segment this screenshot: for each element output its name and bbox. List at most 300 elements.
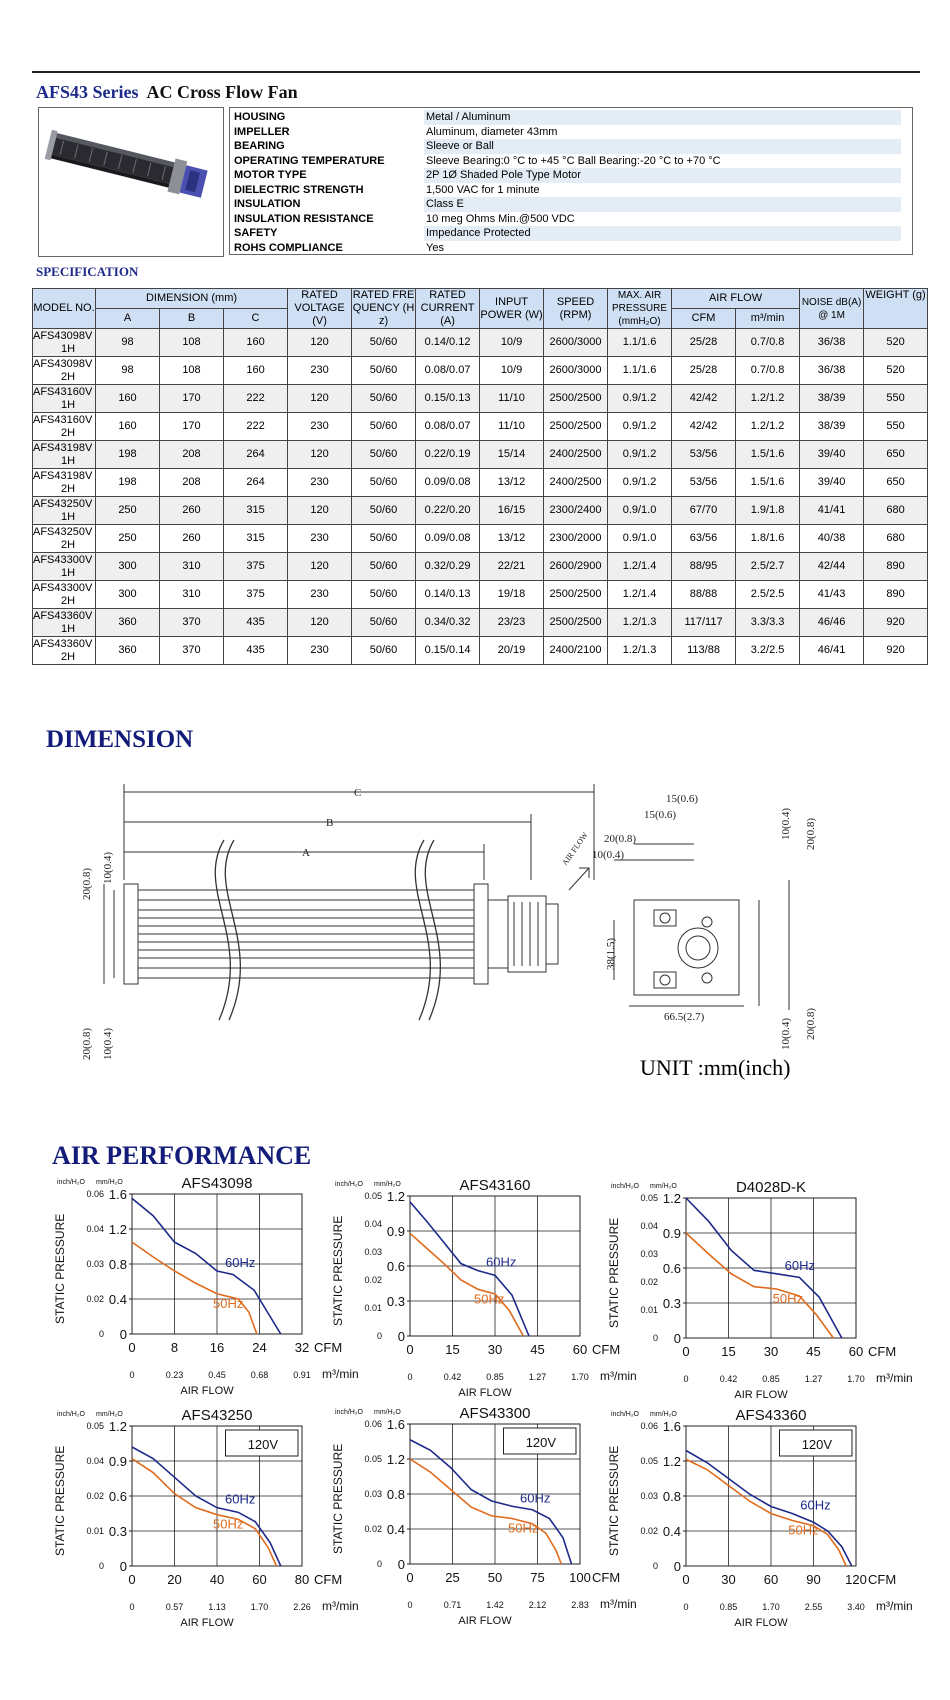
spec-cell: 1.2/1.4 (608, 553, 672, 581)
y2-tick-label: 0.04 (364, 1219, 382, 1229)
chart-svg (606, 1176, 913, 1406)
spec-cell: 108 (160, 357, 224, 385)
y-tick-label: 0 (397, 1329, 405, 1344)
spec-cell: 1.1/1.6 (608, 357, 672, 385)
chart-title: AFS43360 (735, 1407, 807, 1424)
series-label: 50Hz (213, 1516, 244, 1532)
spec-cell: 550 (864, 413, 928, 441)
spec-cell: 11/10 (480, 413, 544, 441)
x-tick-label: 0 (128, 1572, 136, 1587)
x-axis-label: AIR FLOW (458, 1615, 512, 1627)
y2-tick-label: 0.03 (364, 1489, 382, 1499)
x2-tick-label: 0.57 (165, 1602, 184, 1612)
spec-cell: 2.5/2.5 (736, 581, 800, 609)
x2-unit-label: m³/min (600, 1369, 637, 1383)
x2-unit-label: m³/min (600, 1597, 637, 1611)
y-tick-label: 1.2 (662, 1454, 681, 1469)
x-tick-label: 30 (721, 1572, 736, 1587)
spec-cell: 310 (160, 581, 224, 609)
y-tick-label: 0.3 (108, 1524, 127, 1539)
y-axis-label: STATIC PRESSURE (53, 1213, 67, 1324)
y-tick-label: 0 (397, 1557, 405, 1572)
spec-row (33, 469, 928, 497)
feature-key: HOUSING (232, 110, 424, 125)
chart-unit-left: inch/H₂O (611, 1183, 640, 1190)
th-speed-label: SPEED (RPM) (556, 295, 595, 321)
x-unit-label: CFM (868, 1344, 897, 1359)
top-divider (32, 71, 920, 73)
spec-cell: 550 (864, 385, 928, 413)
feature-key: OPERATING TEMPERATURE (234, 154, 385, 167)
x-tick-label: 0 (128, 1340, 136, 1355)
spec-cell: 375 (224, 553, 288, 581)
spec-row (33, 637, 928, 665)
dim-s2: 15(0.6) (644, 809, 677, 821)
spec-cell: 0.22/0.19 (416, 441, 480, 469)
spec-cell: 20/19 (480, 637, 544, 665)
spec-cell: 310 (160, 553, 224, 581)
y2-tick-label: 0 (376, 1559, 382, 1569)
y-axis-label: STATIC PRESSURE (607, 1217, 621, 1328)
performance-chart (606, 1176, 913, 1406)
spec-cell: 222 (224, 413, 288, 441)
y2-tick-label: 0.02 (640, 1277, 658, 1287)
th-model-label: MODEL NO. (33, 302, 95, 314)
feature-row (232, 110, 912, 125)
th-voltage-label: RATED VOLTAGE (V) (294, 289, 345, 327)
spec-cell: 0.9/1.0 (608, 525, 672, 553)
chart-unit-right: mm/H₂O (374, 1409, 401, 1416)
dim-s9: 20(0.8) (805, 1007, 817, 1040)
th-cfm: CFM (672, 309, 736, 329)
spec-cell: 63/56 (672, 525, 736, 553)
spec-cell: 41/41 (800, 497, 864, 525)
feature-value: Yes (426, 241, 444, 254)
spec-cell: 2400/2500 (544, 469, 608, 497)
spec-row (33, 357, 928, 385)
y-axis-label: STATIC PRESSURE (331, 1443, 345, 1554)
spec-cell: 1.8/1.6 (736, 525, 800, 553)
spec-model-cell: AFS43198V 1H (33, 441, 96, 469)
y2-tick-label: 0.03 (640, 1491, 658, 1501)
feature-row (232, 212, 912, 227)
feature-value: Class E (424, 197, 901, 212)
spec-cell: 50/60 (352, 385, 416, 413)
feature-value: Metal / Aluminum (424, 110, 901, 125)
spec-cell: 520 (864, 357, 928, 385)
spec-cell: 650 (864, 441, 928, 469)
spec-cell: 39/40 (800, 441, 864, 469)
spec-model-cell: AFS43250V 1H (33, 497, 96, 525)
x2-unit-label: m³/min (322, 1599, 359, 1613)
x-axis-label: AIR FLOW (180, 1617, 234, 1629)
x-tick-label: 45 (806, 1344, 821, 1359)
voltage-label: 120V (525, 1435, 557, 1450)
spec-cell: 1.5/1.6 (736, 441, 800, 469)
performance-chart (52, 1404, 359, 1634)
y2-tick-label: 0.05 (86, 1421, 104, 1431)
x2-tick-label: 0.42 (719, 1374, 738, 1384)
spec-cell: 46/41 (800, 637, 864, 665)
x-tick-label: 25 (445, 1570, 460, 1585)
x-tick-label: 0 (682, 1344, 690, 1359)
th-current (416, 289, 480, 329)
spec-model-cell: AFS43160V 1H (33, 385, 96, 413)
x-tick-label: 80 (294, 1572, 310, 1587)
spec-cell: 230 (288, 469, 352, 497)
y2-tick-label: 0.02 (86, 1294, 104, 1304)
chart-title: AFS43098 (181, 1175, 253, 1192)
th-model (33, 289, 96, 329)
spec-cell: 15/14 (480, 441, 544, 469)
spec-cell: 50/60 (352, 581, 416, 609)
feature-row (232, 241, 912, 256)
spec-cell: 120 (288, 497, 352, 525)
x2-tick-label: 0.85 (719, 1602, 738, 1612)
x2-tick-label: 2.55 (804, 1602, 823, 1612)
th-weight (864, 289, 928, 329)
series-label: 50Hz (508, 1520, 539, 1536)
spec-cell: 1.2/1.4 (608, 581, 672, 609)
spec-cell: 120 (288, 553, 352, 581)
chart-unit-right: mm/H₂O (96, 1179, 123, 1186)
series-line-50Hz (410, 1233, 523, 1336)
th-c: C (224, 309, 288, 329)
spec-cell: 920 (864, 609, 928, 637)
th-power (480, 289, 544, 329)
spec-cell: 2500/2500 (544, 609, 608, 637)
spec-cell: 50/60 (352, 637, 416, 665)
spec-cell: 890 (864, 581, 928, 609)
spec-cell: 0.14/0.13 (416, 581, 480, 609)
spec-cell: 50/60 (352, 525, 416, 553)
spec-cell: 42/42 (672, 413, 736, 441)
feature-row (232, 125, 912, 140)
spec-cell: 160 (96, 385, 160, 413)
y-tick-label: 0 (119, 1327, 127, 1342)
spec-cell: 19/18 (480, 581, 544, 609)
feature-value: Impedance Protected (424, 226, 901, 241)
spec-cell: 0.7/0.8 (736, 329, 800, 357)
feature-value: Sleeve Bearing:0 °C to +45 °C Ball Bearing:-20 °C to +70 °C (426, 154, 721, 167)
y2-tick-label: 0.06 (86, 1189, 104, 1199)
series-title (36, 82, 298, 103)
dim-airflow: AIR FLOW (560, 830, 590, 868)
dim-s4: 10(0.4) (592, 849, 625, 861)
th-a: A (96, 309, 160, 329)
dim-c: C (354, 787, 362, 799)
x2-tick-label: 1.27 (804, 1374, 823, 1384)
series-line-50Hz (686, 1233, 833, 1338)
spec-model-cell: AFS43098V 1H (33, 329, 96, 357)
y2-tick-label: 0.05 (364, 1454, 382, 1464)
x2-tick-label: 1.42 (486, 1600, 504, 1610)
spec-cell: 2400/2500 (544, 441, 608, 469)
x2-tick-label: 2.12 (528, 1600, 547, 1610)
y-tick-label: 0.9 (662, 1226, 681, 1241)
spec-cell: 300 (96, 553, 160, 581)
spec-cell: 50/60 (352, 441, 416, 469)
dim-s8: 20(0.8) (805, 817, 817, 850)
spec-cell: 360 (96, 637, 160, 665)
th-m3: m³/min (736, 309, 800, 329)
fan-image (39, 108, 223, 256)
spec-row (33, 441, 928, 469)
spec-cell: 0.9/1.2 (608, 413, 672, 441)
spec-cell: 13/12 (480, 525, 544, 553)
spec-row (33, 581, 928, 609)
spec-cell: 36/38 (800, 329, 864, 357)
y2-tick-label: 0 (652, 1333, 658, 1343)
x-unit-label: CFM (868, 1572, 897, 1587)
performance-chart (330, 1402, 637, 1632)
th-pressure-label: MAX. AIR PRESSURE (mmH₂O) (612, 290, 668, 327)
series-label: 60Hz (520, 1490, 551, 1506)
dim-s3: 20(0.8) (604, 833, 637, 845)
spec-cell: 230 (288, 525, 352, 553)
spec-row (33, 329, 928, 357)
spec-cell: 13/12 (480, 469, 544, 497)
x2-tick-label: 2.26 (293, 1602, 311, 1612)
spec-cell: 264 (224, 469, 288, 497)
x2-tick-label: 1.27 (528, 1372, 547, 1382)
spec-cell: 360 (96, 609, 160, 637)
feature-value: 2P 1Ø Shaded Pole Type Motor (424, 168, 901, 183)
y2-tick-label: 0.02 (364, 1524, 382, 1534)
series-line-60Hz (132, 1447, 281, 1566)
x-tick-label: 40 (209, 1572, 225, 1587)
y2-tick-label: 0.01 (640, 1305, 658, 1315)
x-unit-label: CFM (592, 1570, 621, 1585)
spec-cell: 120 (288, 441, 352, 469)
chart-title: D4028D-K (735, 1179, 807, 1196)
spec-cell: 222 (224, 385, 288, 413)
spec-cell: 42/44 (800, 553, 864, 581)
spec-cell: 520 (864, 329, 928, 357)
y-tick-label: 0.8 (662, 1489, 681, 1504)
x2-tick-label: 0.68 (250, 1370, 269, 1380)
y2-tick-label: 0.02 (86, 1491, 104, 1501)
feature-key: INSULATION RESISTANCE (234, 212, 374, 225)
feature-key: MOTOR TYPE (232, 168, 424, 183)
dim-left-1: 20(0.8) (81, 867, 93, 900)
y-tick-label: 1.2 (108, 1419, 127, 1434)
spec-cell: 300 (96, 581, 160, 609)
spec-cell: 160 (224, 329, 288, 357)
feature-key: IMPELLER (234, 125, 290, 138)
x-tick-label: 60 (572, 1342, 588, 1357)
y-tick-label: 1.2 (386, 1452, 405, 1467)
feature-key: ROHS COMPLIANCE (234, 241, 343, 254)
y-tick-label: 0.4 (662, 1524, 681, 1539)
chart-unit-left: inch/H₂O (611, 1411, 640, 1418)
spec-cell: 50/60 (352, 497, 416, 525)
spec-cell: 10/9 (480, 329, 544, 357)
spec-model-cell: AFS43360V 1H (33, 609, 96, 637)
th-frequency-label: RATED FREQUENCY (Hz) (352, 289, 415, 327)
x2-tick-label: 0 (683, 1602, 689, 1612)
spec-cell: 0.7/0.8 (736, 357, 800, 385)
spec-model-cell: AFS43360V 2H (33, 637, 96, 665)
spec-cell: 25/28 (672, 329, 736, 357)
dim-a: A (302, 847, 310, 859)
x-tick-label: 0 (406, 1342, 414, 1357)
y2-tick-label: 0 (98, 1329, 104, 1339)
spec-cell: 170 (160, 413, 224, 441)
feature-key: SAFETY (232, 226, 424, 241)
x-tick-label: 50 (487, 1570, 503, 1585)
x-tick-label: 15 (721, 1344, 736, 1359)
th-frequency (352, 289, 416, 329)
chart-title: AFS43300 (459, 1405, 531, 1422)
chart-svg (52, 1404, 359, 1634)
y2-tick-label: 0 (652, 1561, 658, 1571)
chart-title: AFS43160 (459, 1177, 531, 1194)
y2-tick-label: 0.06 (640, 1421, 658, 1431)
y2-tick-label: 0.04 (86, 1224, 104, 1234)
spec-model-cell: AFS43300V 2H (33, 581, 96, 609)
spec-cell: 50/60 (352, 609, 416, 637)
y2-tick-label: 0.01 (364, 1303, 382, 1313)
x-axis-label: AIR FLOW (458, 1387, 512, 1399)
spec-cell: 264 (224, 441, 288, 469)
spec-cell: 120 (288, 385, 352, 413)
spec-row (33, 385, 928, 413)
y-tick-label: 0.4 (386, 1522, 405, 1537)
spec-cell: 2600/3000 (544, 357, 608, 385)
spec-cell: 1.2/1.2 (736, 385, 800, 413)
y-tick-label: 0.6 (662, 1261, 681, 1276)
spec-cell: 50/60 (352, 469, 416, 497)
spec-cell: 0.08/0.07 (416, 357, 480, 385)
spec-model-cell: AFS43250V 2H (33, 525, 96, 553)
spec-cell: 2.5/2.7 (736, 553, 800, 581)
y-tick-label: 0.8 (108, 1257, 127, 1272)
x-tick-label: 0 (682, 1572, 690, 1587)
spec-row (33, 609, 928, 637)
x2-tick-label: 1.70 (571, 1372, 589, 1382)
dimension-title: DIMENSION (46, 726, 194, 753)
feature-value: Sleeve or Ball (424, 139, 901, 154)
spec-cell: 230 (288, 357, 352, 385)
spec-cell: 435 (224, 637, 288, 665)
spec-cell: 170 (160, 385, 224, 413)
dim-s10: 10(0.4) (780, 1017, 792, 1050)
spec-cell: 41/43 (800, 581, 864, 609)
x2-unit-label: m³/min (322, 1367, 359, 1381)
chart-title: AFS43250 (181, 1407, 253, 1424)
y-tick-label: 0 (119, 1559, 127, 1574)
feature-row (232, 139, 912, 154)
x2-tick-label: 0.91 (293, 1370, 311, 1380)
spec-cell: 250 (96, 497, 160, 525)
x2-tick-label: 0 (407, 1372, 413, 1382)
spec-row (33, 413, 928, 441)
spec-model-cell: AFS43198V 2H (33, 469, 96, 497)
x-unit-label: CFM (314, 1572, 343, 1587)
spec-cell: 198 (96, 469, 160, 497)
spec-cell: 0.09/0.08 (416, 525, 480, 553)
x-axis-label: AIR FLOW (734, 1617, 788, 1629)
feature-key: DIELECTRIC STRENGTH (234, 183, 364, 196)
spec-cell: 50/60 (352, 329, 416, 357)
spec-cell: 230 (288, 413, 352, 441)
th-noise-label: NOISE dB(A) @ 1M (801, 296, 862, 321)
dim-s6: 66.5(2.7) (664, 1011, 705, 1023)
th-b: B (160, 309, 224, 329)
series-label: 60Hz (225, 1491, 256, 1507)
x2-tick-label: 0.85 (762, 1374, 780, 1384)
feature-row (232, 183, 912, 198)
spec-cell: 46/46 (800, 609, 864, 637)
x-tick-label: 30 (487, 1342, 503, 1357)
y-tick-label: 0.6 (386, 1259, 405, 1274)
x2-tick-label: 0 (129, 1370, 135, 1380)
spec-cell: 88/88 (672, 581, 736, 609)
spec-row (33, 497, 928, 525)
y-tick-label: 0.6 (108, 1489, 127, 1504)
spec-cell: 2500/2500 (544, 581, 608, 609)
spec-cell: 23/23 (480, 609, 544, 637)
x-tick-label: 60 (252, 1572, 267, 1587)
spec-cell: 36/38 (800, 357, 864, 385)
x-tick-label: 20 (167, 1572, 182, 1587)
spec-cell: 1.2/1.3 (608, 609, 672, 637)
spec-cell: 1.9/1.8 (736, 497, 800, 525)
spec-cell: 1.2/1.3 (608, 637, 672, 665)
y-axis-label: STATIC PRESSURE (331, 1215, 345, 1326)
th-current-label: RATED CURRENT (A) (420, 289, 475, 327)
dim-left-3: 20(0.8) (81, 1027, 93, 1060)
y2-tick-label: 0.01 (86, 1526, 104, 1536)
feature-row (232, 226, 912, 241)
x-tick-label: 30 (763, 1344, 779, 1359)
spec-cell: 920 (864, 637, 928, 665)
spec-cell: 108 (160, 329, 224, 357)
spec-cell: 16/15 (480, 497, 544, 525)
x-tick-label: 60 (763, 1572, 779, 1587)
spec-cell: 98 (96, 329, 160, 357)
th-speed (544, 289, 608, 329)
spec-cell: 0.9/1.2 (608, 385, 672, 413)
spec-cell: 680 (864, 525, 928, 553)
dim-left-4: 10(0.4) (102, 1027, 114, 1060)
y2-tick-label: 0 (98, 1561, 104, 1571)
x2-unit-label: m³/min (876, 1371, 913, 1385)
feature-row (232, 197, 912, 212)
th-pressure (608, 289, 672, 329)
dim-s7: 10(0.4) (780, 807, 792, 840)
chart-unit-left: inch/H₂O (57, 1411, 86, 1418)
spec-cell: 38/39 (800, 413, 864, 441)
th-noise (800, 289, 864, 329)
spec-cell: 315 (224, 525, 288, 553)
y2-tick-label: 0.06 (364, 1419, 382, 1429)
spec-cell: 88/95 (672, 553, 736, 581)
y-tick-label: 1.2 (108, 1222, 127, 1237)
spec-cell: 0.34/0.32 (416, 609, 480, 637)
feature-value: Aluminum, diameter 43mm (426, 125, 558, 138)
x-tick-label: 120 (845, 1572, 867, 1587)
chart-unit-left: inch/H₂O (57, 1179, 86, 1186)
spec-cell: 0.14/0.12 (416, 329, 480, 357)
spec-cell: 2300/2000 (544, 525, 608, 553)
series-line-60Hz (132, 1198, 281, 1334)
performance-chart (606, 1404, 913, 1634)
x-axis-label: AIR FLOW (734, 1389, 788, 1401)
y2-tick-label: 0.02 (364, 1275, 382, 1285)
spec-cell: 198 (96, 441, 160, 469)
